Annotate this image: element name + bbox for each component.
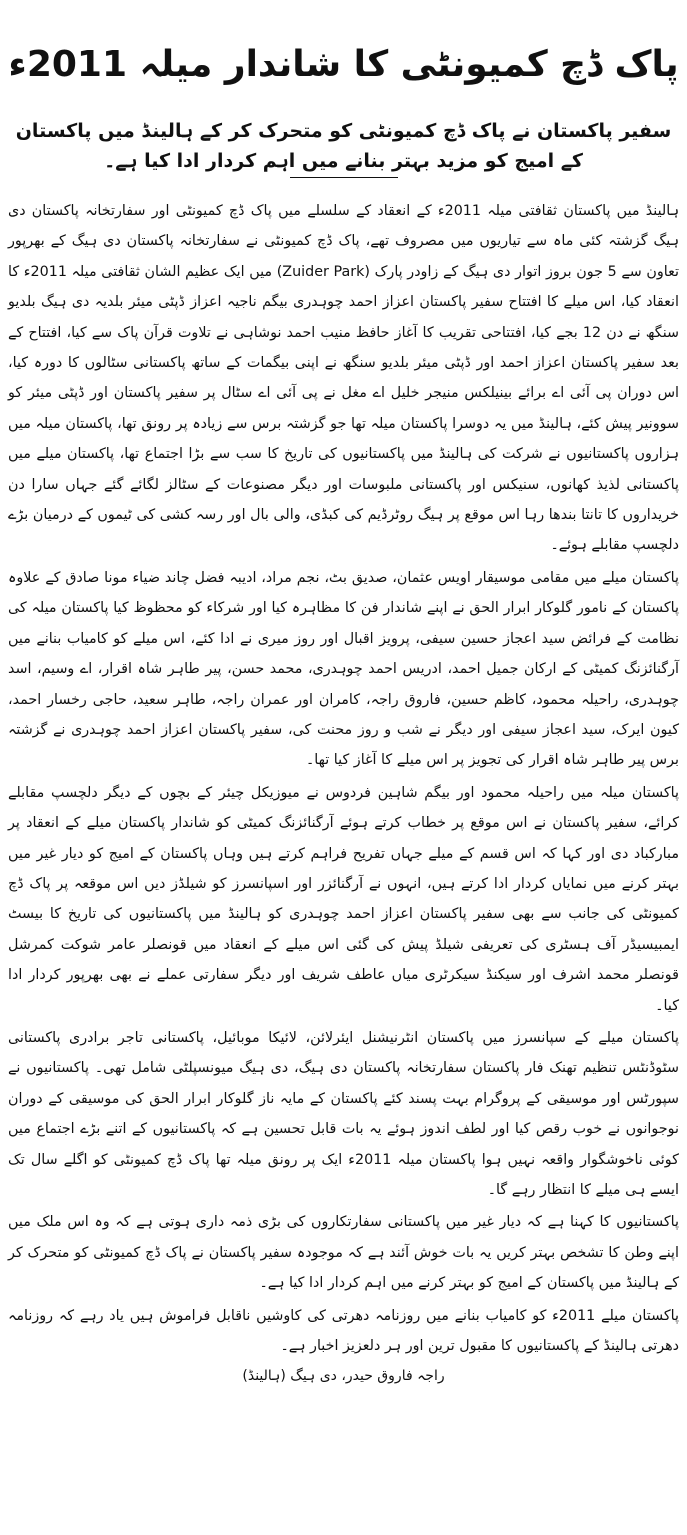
headline: پاک ڈچ کمیونٹی کا شاندار میلہ 2011ء [8, 44, 679, 85]
subheadline-underline [290, 177, 398, 178]
paragraph-3: پاکستان میلہ میں راحیلہ محمود اور بیگم شاہین فردوس نے میوزیکل چیئر کے بچوں کے دیگر دلچسپ مقابلے کرائے، سفیر پاکستان نے اس موقع پر خطاب کرتے ہوئے آرگنائزنگ کمیٹی کو شاندار پاکستان میلے کے انعقاد پر مبارکباد دی اور کہا کہ اس قسم کے میلے جہاں تفریح فراہم کرتے ہیں وہاں پاکستان کے امیج کو دیار غیر میں بہتر کرنے میں نمایاں کردار ادا کرتے ہیں، انہوں نے آرگنائزر اور اسپانسرز کو شیلڈز دیں اس موقعہ پر پاک ڈچ کمیونٹی کی جانب سے بھی سفیر پاکستان اعزاز احمد چوہدری کو ہالینڈ میں پاکستانیوں کی تاریخ کا بیسٹ ایمبیسیڈر آف ہسٹری کی تعریفی شیلڈ پیش کی گئی اس میلے کے انعقاد میں قونصلر عامر شوکت کمرشل قونصلر محمد اشرف اور سیکنڈ سیکرٹری میاں عاطف شریف اور دیگر سفارتی عملے نے بھی بھرپور کردار ادا کیا۔ [8, 784, 679, 1014]
subheadline: سفیر پاکستان نے پاک ڈچ کمیونٹی کو متحرک کر کے ہالینڈ میں پاکستان کے امیج کو مزید بہتر بنانے میں اہم کردار ادا کیا ہے۔ [15, 120, 672, 172]
paragraph-4: پاکستان میلے کے سپانسرز میں پاکستان انٹرنیشنل ایئرلائن، لائیکا موبائیل، پاکستانی تاجر برادری پاکستانی سٹوڈنٹس تنظیم تھنک فار پاکستان سفارتخانہ پاکستان دی ہیگ، دی ہیگ میونسپلٹی شامل تھی۔ پاکستانیوں نے سپورٹس اور موسیقی کے پروگرام بہت پسند کئے پاکستان کے مایہ ناز گلوکار ابرار الحق کی موسیقی کے دوران نوجوانوں نے خوب رقص کیا اور لطف اندوز ہوئے یہ بات قابل تحسین ہے کہ پاکستانیوں کے اتنے بڑے اجتماع میں کوئی ناخوشگوار واقعہ نہیں ہوا پاکستان میلہ 2011ء ایک پر رونق میلہ تھا پاک ڈچ کمیونٹی کو اگلے سال تک ایسے ہی میلے کا انتظار رہے گا۔ [8, 1029, 679, 1198]
paragraph-6: پاکستان میلے 2011ء کو کامیاب بنانے میں روزنامہ دھرتی کی کاوشیں ناقابل فراموش ہیں یاد رہے کہ روزنامہ دھرتی ہالینڈ کے پاکستانیوں کا مقبول ترین اور ہر دلعزیز اخبار ہے۔ [8, 1307, 679, 1355]
paragraph-5: پاکستانیوں کا کہنا ہے کہ دیار غیر میں پاکستانی سفارتکاروں کی بڑی ذمہ داری ہوتی ہے کہ وہ اس ملک میں اپنے وطن کا تشخص بہتر کریں یہ بات خوش آئند ہے کہ موجودہ سفیر پاکستان نے پاک ڈچ کمیونٹی کو متحرک کر کے ہالینڈ میں پاکستان کے امیج کو بہتر کرنے میں اہم کردار ادا کیا ہے۔ [8, 1214, 679, 1292]
byline: راجہ فاروق حیدر، دی ہیگ (ہالینڈ) [242, 1368, 445, 1385]
article-body [8, 196, 679, 1361]
paragraph-2: پاکستان میلے میں مقامی موسیقار اویس عثمان، صدیق بٹ، نجم مراد، ادیبہ فضل چاند ضیاء مونا صادق کے علاوہ پاکستان کے نامور گلوکار ابرار الحق نے اپنے شاندار فن کا مظاہرہ کیا اور شرکاء کو محظوظ کیا پاکستان میلہ کی نظامت کے فرائض سید اعجاز حسین سیفی، پرویز اقبال اور روز میری نے ادا کئے، اس میلے کو کامیاب بنانے میں آرگنائزنگ کمیٹی کے ارکان جمیل احمد، ادریس احمد چوہدری، محمد حسن، پیر طاہر شاہ اقرار، اے وسیم، اسد چوہدری، راحیلہ محمود، کاظم حسین، فاروق راجہ، کامران اور عمران راجہ، طاہر سعید، حاجی رخسار احمد، کیون ایرک، سید اعجاز سیفی اور دیگر نے شب و روز محنت کی، سفیر پاکستان اعزاز احمد چوہدری نے گزشتہ برس پیر طاہر شاہ اقرار کی تجویز پر اس میلے کا آغاز کیا تھا۔ [8, 569, 679, 769]
paragraph-1: ہالینڈ میں پاکستان ثقافتی میلہ 2011ء کے انعقاد کے سلسلے میں پاک ڈچ کمیونٹی اور سفارتخانہ پاکستان دی ہیگ گزشتہ کئی ماہ سے تیاریوں میں مصروف تھے، پاک ڈچ کمیونٹی نے سفارتخانہ پاکستان دی ہیگ کے بھرپور تعاون سے 5 جون بروز اتوار دی ہیگ کے زاودر پارک (Zuider Park) میں ایک عظیم الشان ثقافتی میلہ 2011ء کا انعقاد کیا، اس میلے کا افتتاح سفیر پاکستان اعزاز احمد چوہدری بیگم ناجیہ اعزاز ڈپٹی میئر بلدیہ دی ہیگ بلدیو سنگھ نے دن 12 بجے کیا، افتتاحی تقریب کا آغاز حافظ منیب احمد نوشاہی نے تلاوت قرآن پاک سے کیا، افتتاح کے بعد سفیر پاکستان اعزاز احمد اور ڈپٹی میئر بلدیو سنگھ نے اپنی بیگمات کے ساتھ پاکستانی سٹالوں کا دورہ کیا، اس دوران پی آئی اے برائے بینیلکس منیجر خلیل اے مغل نے پی آئی اے سٹال پر سفیر پاکستان اور ڈپٹی میئر کو سوونیر پیش کئے، ہالینڈ میں یہ دوسرا پاکستان میلہ تھا جو گزشتہ برس سے زیادہ پر رونق تھا، پاکستان میلہ میں ہزاروں پاکستانیوں نے شرکت کی ہالینڈ میں پاکستانیوں کی تاریخ کا سب سے بڑا اجتماع تھا، پاکستان میلے میں پاکستانی لذیذ کھانوں، سنیکس اور پاکستانی ملبوسات اور دیگر مصنوعات کے سٹالز لگائے گئے جہاں سارا دن خریداروں کا تانتا بندھا رہا اس موقع پر ہیگ روٹرڈیم کی کبڈی، والی بال اور رسہ کشی کی ٹیموں کے درمیان بڑے دلچسپ مقابلے ہوئے۔ [8, 203, 679, 554]
